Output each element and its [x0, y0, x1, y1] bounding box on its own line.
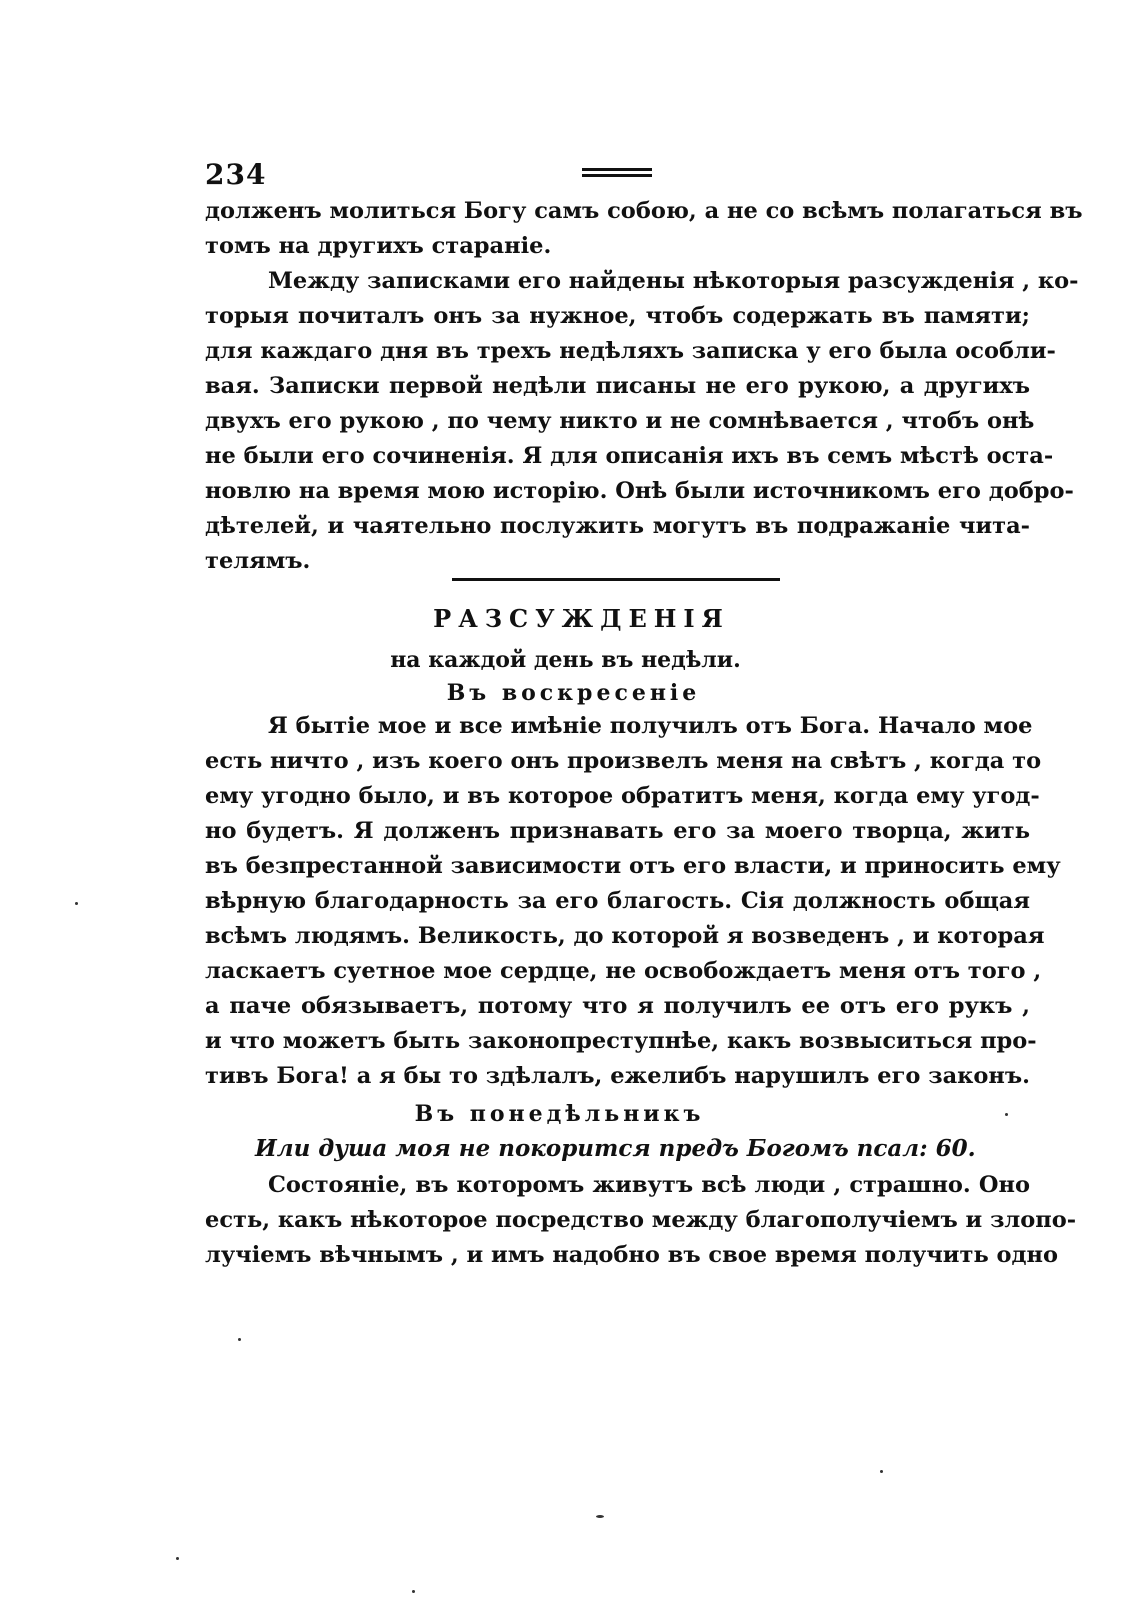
scan-speck	[1005, 1113, 1008, 1116]
day-1-line: всѣмъ людямъ. Великость, до которой я возведенъ , и которая	[205, 923, 1045, 949]
day-2-line: есть, какъ нѣкоторое посредство между благополучіемъ и злопо-	[205, 1207, 1077, 1233]
paragraph-1-line: томъ на другихъ стараніе.	[205, 233, 552, 259]
paragraph-2-line: двухъ его рукою , по чему никто и не сомнѣвается , чтобъ онѣ	[205, 408, 1035, 434]
day-heading: Въ понедѣльникъ	[414, 1101, 705, 1127]
day-1-line: но будетъ. Я долженъ признавать его за моего творца, жить	[205, 818, 1030, 844]
day-1-line: ласкаетъ суетное мое сердце, не освобождаетъ меня отъ того ,	[205, 958, 1042, 984]
paragraph-1-line: долженъ молиться Богу самъ собою, а не со всѣмъ полагаться въ	[205, 198, 1083, 224]
day-heading: Въ воскресеніе	[446, 680, 701, 706]
epigraph-quote: Или душа моя не покорится предъ Богомъ псал: 60.	[255, 1135, 976, 1162]
paragraph-2-line: вая. Записки первой недѣли писаны не его рукою, а другихъ	[205, 373, 1030, 399]
day-1-line: есть ничто , изъ коего онъ произвелъ меня на свѣтъ , когда то	[205, 748, 1042, 774]
scan-speck	[880, 1470, 883, 1473]
header-ornament-rule	[582, 168, 652, 182]
paragraph-2-line: дѣтелей, и чаятельно послужить могутъ въ подражаніе чита-	[205, 513, 1030, 539]
section-title: РАЗСУЖДЕНІЯ	[433, 604, 730, 633]
scan-speck	[176, 1557, 179, 1560]
paragraph-2-line: телямъ.	[205, 548, 311, 574]
paragraph-2-line: не были его сочиненія. Я для описанія ихъ въ семъ мѣстѣ оста-	[205, 443, 1054, 469]
day-1-line: въ безпрестанной зависимости отъ его власти, и приносить ему	[205, 853, 1061, 879]
page-number: 234	[205, 158, 267, 191]
day-1-line: ему угодно было, и въ которое обратитъ меня, когда ему угод-	[205, 783, 1040, 809]
day-2-line: Состояніе, въ которомъ живутъ всѣ люди , страшно. Оно	[268, 1172, 1030, 1198]
scan-speck	[596, 1515, 604, 1518]
scan-speck	[238, 1338, 241, 1341]
scan-speck	[75, 902, 78, 905]
section-subtitle: на каждой день въ недѣли.	[390, 647, 741, 673]
day-1-line: а паче обязываетъ, потому что я получилъ ее отъ его рукъ ,	[205, 993, 1030, 1019]
paragraph-2-line: для каждаго дня въ трехъ недѣляхъ записка у его была особли-	[205, 338, 1056, 364]
scan-speck	[412, 1590, 415, 1593]
paragraph-2-line: торыя почиталъ онъ за нужное, чтобъ содержать въ памяти;	[205, 303, 1030, 329]
paragraph-2-line: Между записками его найдены нѣкоторыя разсужденія , ко-	[268, 268, 1079, 294]
day-1-line: и что можетъ быть законопреступнѣе, какъ возвыситься про-	[205, 1028, 1037, 1054]
section-divider-rule	[452, 578, 780, 581]
day-2-line: лучіемъ вѣчнымъ , и имъ надобно въ свое время получить одно	[205, 1242, 1059, 1268]
day-1-line: вѣрную благодарность за его благость. Сія должность общая	[205, 888, 1030, 914]
day-1-line: Я бытіе мое и все имѣніе получилъ отъ Бога. Начало мое	[268, 713, 1033, 739]
paragraph-2-line: новлю на время мою исторію. Онѣ были источникомъ его добро-	[205, 478, 1074, 504]
day-1-line: тивъ Бога! а я бы то здѣлалъ, ежелибъ нарушилъ его законъ.	[205, 1063, 1030, 1089]
